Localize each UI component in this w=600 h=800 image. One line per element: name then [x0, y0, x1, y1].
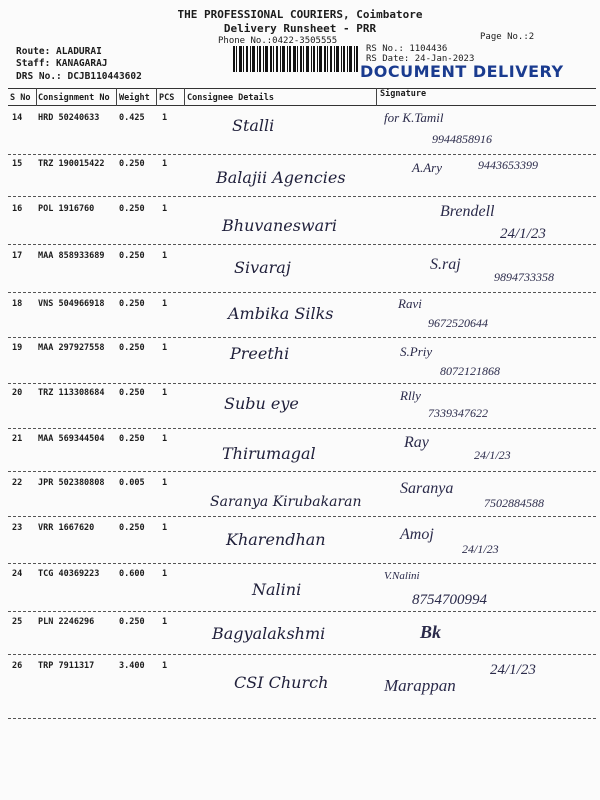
row-consignee: Sivaraj	[234, 258, 291, 277]
col-header-consignee: Consignee Details	[187, 93, 274, 103]
row-consignee: Subu eye	[224, 394, 299, 413]
row-weight: 0.250	[119, 343, 145, 353]
row-sno: 23	[12, 523, 23, 533]
row-pcs: 1	[162, 569, 168, 579]
row-signature: V.Nalini	[384, 570, 420, 582]
row-weight: 0.250	[119, 617, 145, 627]
row-consignee: Stalli	[232, 116, 275, 135]
row-weight: 0.250	[119, 204, 145, 214]
rs-date: RS Date: 24-Jan-2023	[366, 54, 475, 64]
row-weight: 0.250	[119, 251, 145, 261]
row-pcs: 1	[162, 159, 168, 169]
row-signature: A.Ary	[412, 160, 442, 175]
row-signature-phone: 24/1/23	[490, 662, 536, 678]
col-divider	[156, 88, 157, 106]
row-sno: 25	[12, 617, 23, 627]
row-consignment-no: VRR 1667620	[38, 523, 95, 533]
row-sno: 22	[12, 478, 23, 488]
row-signature-phone: 24/1/23	[500, 226, 546, 242]
row-pcs: 1	[162, 251, 168, 261]
row-signature: Rlly	[400, 388, 421, 403]
row-pcs: 1	[162, 478, 168, 488]
row-signature: Saranya	[400, 480, 454, 497]
row-consignee: Balajii Agencies	[216, 168, 346, 187]
staff-label: Staff: KANAGARAJ	[16, 58, 108, 69]
row-weight: 0.600	[119, 569, 145, 579]
col-divider	[116, 88, 117, 106]
row-consignment-no: HRD 50240633	[38, 113, 100, 123]
row-consignee: Bhuvaneswari	[222, 216, 337, 235]
row-pcs: 1	[162, 343, 168, 353]
row-divider	[8, 654, 596, 655]
row-signature: Bk	[420, 622, 442, 642]
col-divider	[184, 88, 185, 106]
row-signature: Ray	[404, 434, 429, 451]
row-pcs: 1	[162, 299, 168, 309]
row-consignee: Thirumagal	[222, 444, 316, 463]
row-consignment-no: JPR 502380808	[38, 478, 105, 488]
row-pcs: 1	[162, 113, 168, 123]
row-weight: 0.425	[119, 113, 145, 123]
row-divider	[8, 718, 596, 719]
row-sno: 26	[12, 661, 23, 671]
row-divider	[8, 611, 596, 612]
row-weight: 0.005	[119, 478, 145, 488]
table-header-rule	[8, 105, 596, 106]
row-signature-phone: 9443653399	[478, 158, 538, 172]
row-signature-phone: 9672520644	[428, 316, 488, 330]
row-signature-phone: 24/1/23	[474, 448, 511, 462]
col-divider	[376, 88, 377, 106]
page-number: Page No.:2	[480, 32, 535, 42]
row-consignee: Ambika Silks	[228, 304, 334, 323]
row-divider	[8, 383, 596, 384]
row-divider	[8, 196, 596, 197]
row-sno: 15	[12, 159, 23, 169]
row-signature-phone: 24/1/23	[462, 542, 499, 556]
row-consignment-no: POL 1916760	[38, 204, 95, 214]
row-sno: 17	[12, 251, 23, 261]
row-signature-phone: 9894733358	[494, 270, 554, 284]
row-signature: for K.Tamil	[384, 110, 444, 125]
row-signature: Marappan	[384, 676, 456, 695]
rs-number: RS No.: 1104436	[366, 44, 448, 54]
row-signature-phone: 7339347622	[428, 406, 488, 420]
row-signature-phone: 8072121868	[440, 364, 500, 378]
row-divider	[8, 244, 596, 245]
row-consignment-no: TCG 40369223	[38, 569, 100, 579]
row-weight: 0.250	[119, 388, 145, 398]
row-consignee: Nalini	[252, 580, 302, 599]
row-pcs: 1	[162, 388, 168, 398]
row-divider	[8, 471, 596, 472]
row-consignment-no: VNS 504966918	[38, 299, 105, 309]
row-signature: Ravi	[398, 296, 422, 311]
row-pcs: 1	[162, 617, 168, 627]
row-divider	[8, 428, 596, 429]
row-consignee: Saranya Kirubakaran	[210, 494, 362, 510]
row-consignment-no: TRZ 190015422	[38, 159, 105, 169]
row-sno: 20	[12, 388, 23, 398]
row-signature: Brendell	[440, 203, 495, 220]
row-pcs: 1	[162, 204, 168, 214]
row-sno: 18	[12, 299, 23, 309]
row-sno: 21	[12, 434, 23, 444]
company-title: THE PROFESSIONAL COURIERS, Coimbatore	[177, 8, 423, 21]
row-pcs: 1	[162, 434, 168, 444]
row-weight: 0.250	[119, 159, 145, 169]
route-label: Route: ALADURAI	[16, 46, 102, 57]
row-divider	[8, 337, 596, 338]
row-divider	[8, 516, 596, 517]
barcode	[232, 46, 358, 72]
phone-number: Phone No.:0422-3505555	[218, 36, 338, 46]
col-header-weight: Weight	[119, 93, 150, 103]
drs-number: DRS No.: DCJB110443602	[16, 71, 142, 82]
row-signature-phone: 7502884588	[484, 496, 544, 510]
row-weight: 0.250	[119, 434, 145, 444]
row-signature: S.raj	[430, 256, 461, 273]
row-divider	[8, 292, 596, 293]
row-divider	[8, 154, 596, 155]
row-weight: 3.400	[119, 661, 145, 671]
row-sno: 14	[12, 113, 23, 123]
row-consignment-no: MAA 858933689	[38, 251, 105, 261]
col-header-signature: Signature	[380, 89, 427, 99]
row-pcs: 1	[162, 523, 168, 533]
row-pcs: 1	[162, 661, 168, 671]
row-sno: 19	[12, 343, 23, 353]
row-weight: 0.250	[119, 299, 145, 309]
row-signature: S.Priy	[400, 344, 433, 359]
row-signature-phone: 9944858916	[432, 132, 492, 146]
row-consignee: Bagyalakshmi	[212, 624, 326, 643]
row-consignment-no: TRP 7911317	[38, 661, 95, 671]
row-sno: 16	[12, 204, 23, 214]
table-top-rule	[8, 88, 596, 89]
row-consignee: CSI Church	[234, 673, 329, 692]
row-signature-phone: 8754700994	[412, 592, 487, 608]
row-consignee: Preethi	[230, 344, 290, 363]
col-divider	[36, 88, 37, 106]
document-delivery-stamp: DOCUMENT DELIVERY	[360, 62, 564, 81]
runsheet-title: Delivery Runsheet - PRR	[223, 22, 377, 35]
col-header-sno: S No	[10, 93, 31, 103]
col-header-pcs: PCS	[159, 93, 175, 103]
row-weight: 0.250	[119, 523, 145, 533]
row-signature: Amoj	[400, 526, 434, 543]
row-consignee: Kharendhan	[226, 530, 326, 549]
row-consignment-no: MAA 297927558	[38, 343, 105, 353]
col-header-consignment: Consignment No	[38, 93, 110, 103]
row-sno: 24	[12, 569, 23, 579]
row-consignment-no: TRZ 113308684	[38, 388, 105, 398]
row-consignment-no: MAA 569344504	[38, 434, 105, 444]
row-consignment-no: PLN 2246296	[38, 617, 95, 627]
row-divider	[8, 563, 596, 564]
